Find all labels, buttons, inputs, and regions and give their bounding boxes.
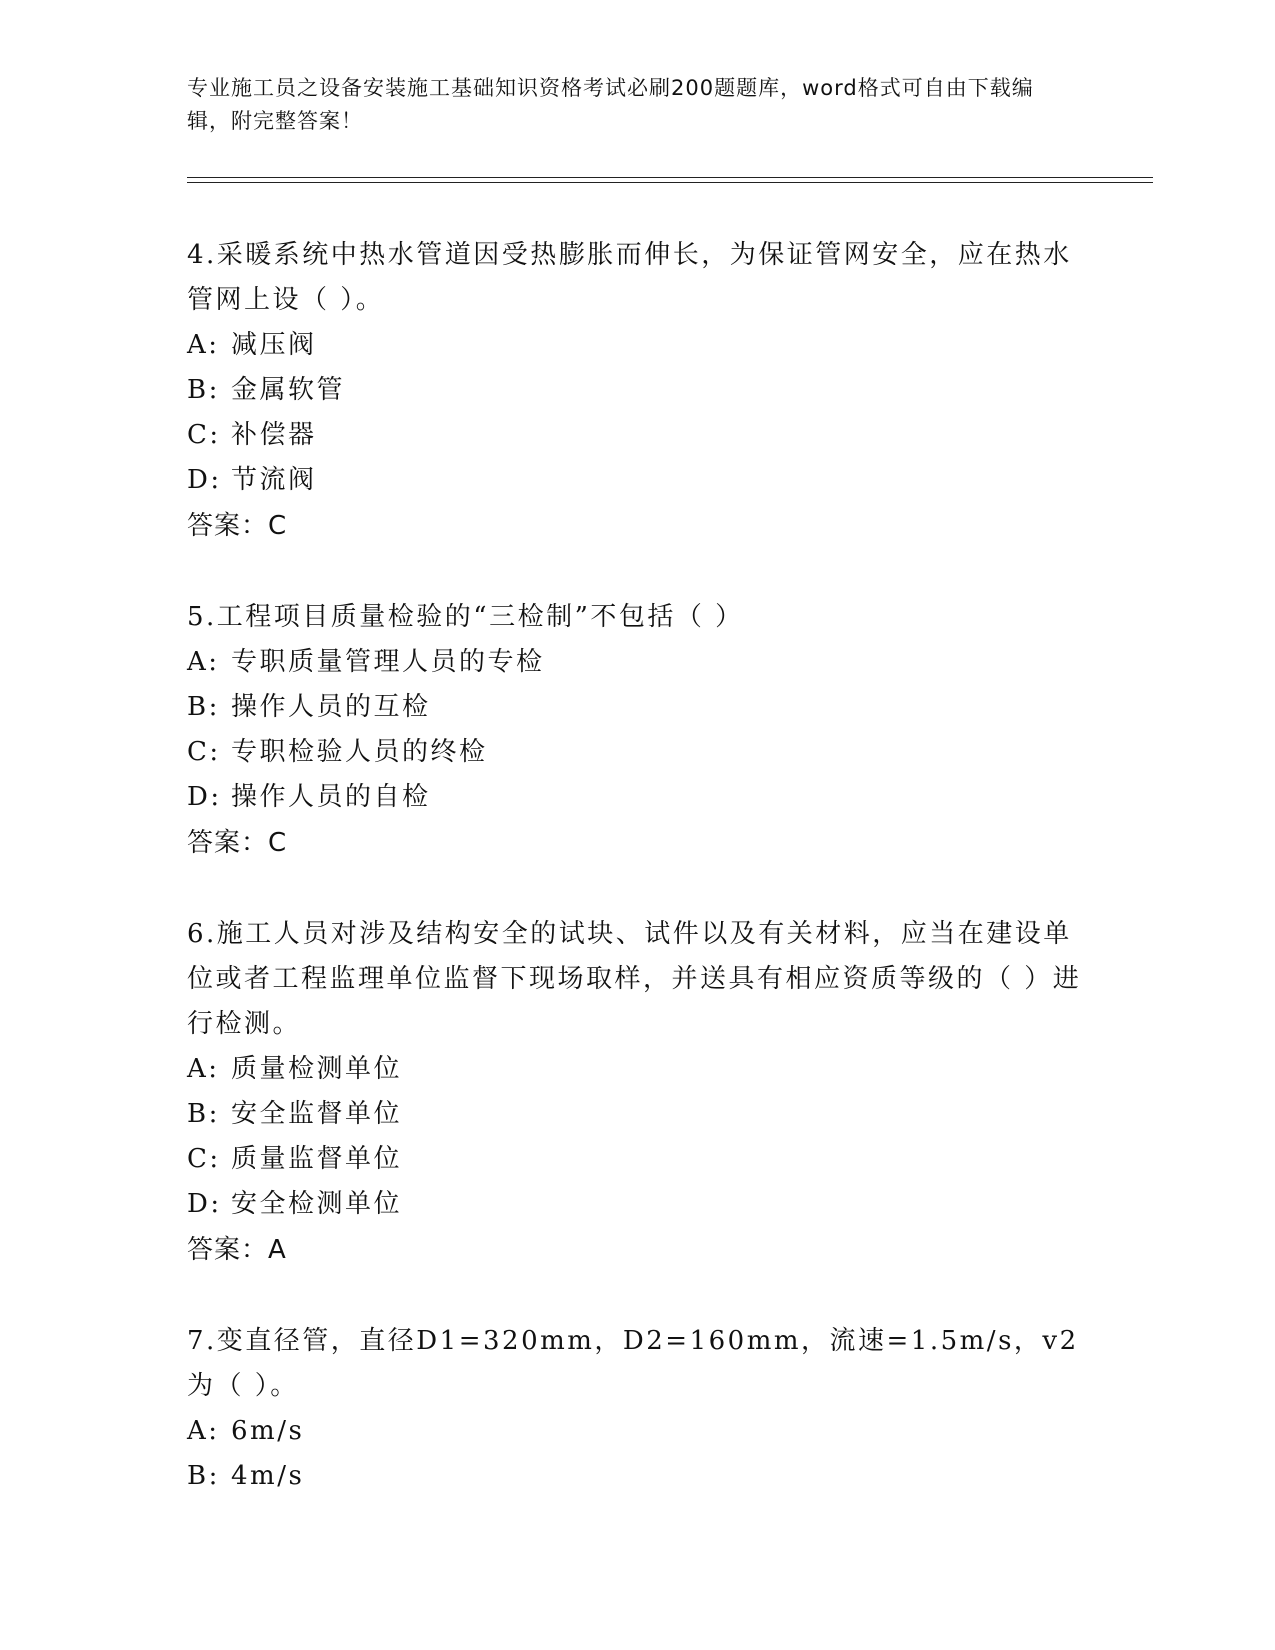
option-key: C: <box>187 1144 221 1174</box>
option-key: A: <box>187 1054 220 1084</box>
option-key: B: <box>187 692 220 722</box>
option-b <box>187 1092 1087 1137</box>
option-text: 减压阀 <box>231 330 317 360</box>
option-d <box>187 458 1087 503</box>
option-key: C: <box>187 420 221 450</box>
question-5 <box>187 595 1087 866</box>
option-b <box>187 1454 1087 1499</box>
option-text: 节流阀 <box>231 465 317 495</box>
question-list <box>187 233 1087 1545</box>
option-d <box>187 775 1087 820</box>
option-key: D: <box>187 782 222 812</box>
option-text: 质量监督单位 <box>231 1144 403 1174</box>
header-rule-bottom <box>187 182 1153 183</box>
option-text: 金属软管 <box>231 375 346 405</box>
option-text: 安全监督单位 <box>231 1099 403 1129</box>
option-key: D: <box>187 465 222 495</box>
option-text: 操作人员的自检 <box>231 782 431 812</box>
option-key: A: <box>187 1416 220 1446</box>
option-key: D: <box>187 1189 222 1219</box>
option-b <box>187 368 1087 413</box>
option-text: 安全检测单位 <box>231 1189 403 1219</box>
option-c <box>187 1137 1087 1182</box>
question-stem: 5.工程项目质量检验的“三检制”不包括（ ） <box>187 602 744 632</box>
option-key: B: <box>187 375 220 405</box>
question-4 <box>187 233 1087 549</box>
option-text: 专职质量管理人员的专检 <box>231 647 545 677</box>
option-text: 补偿器 <box>231 420 317 450</box>
option-a <box>187 640 1087 685</box>
option-a <box>187 323 1087 368</box>
option-c <box>187 730 1087 775</box>
question-stem: 6.施工人员对涉及结构安全的试块、试件以及有关材料，应当在建设单位或者工程监理单位监督下现场取样，并送具有相应资质等级的（ ）进行检测。 <box>187 919 1082 1039</box>
option-key: C: <box>187 737 221 767</box>
question-6 <box>187 912 1087 1273</box>
option-a <box>187 1047 1087 1092</box>
option-key: B: <box>187 1461 220 1491</box>
option-text: 专职检验人员的终检 <box>231 737 488 767</box>
option-d <box>187 1182 1087 1227</box>
document-header: 专业施工员之设备安装施工基础知识资格考试必刷200题题库，word格式可自由下载编辑，附完整答案！ <box>187 76 1034 133</box>
option-key: A: <box>187 647 220 677</box>
answer-label: 答案：A <box>187 1235 287 1265</box>
option-text: 质量检测单位 <box>231 1054 403 1084</box>
header-rule-top <box>187 177 1153 178</box>
option-b <box>187 685 1087 730</box>
question-7 <box>187 1319 1087 1499</box>
question-stem: 4.采暖系统中热水管道因受热膨胀而伸长，为保证管网安全，应在热水管网上设（ ）。 <box>187 240 1072 315</box>
option-c <box>187 413 1087 458</box>
answer-label: 答案：C <box>187 828 288 858</box>
answer-label: 答案：C <box>187 511 288 541</box>
option-key: A: <box>187 330 220 360</box>
option-text: 4m/s <box>231 1461 305 1491</box>
option-text: 6m/s <box>231 1416 305 1446</box>
option-a <box>187 1409 1087 1454</box>
option-text: 操作人员的互检 <box>231 692 431 722</box>
question-stem: 7.变直径管，直径D1=320mm，D2=160mm，流速=1.5m/s，v2为（ ）。 <box>187 1326 1079 1401</box>
option-key: B: <box>187 1099 220 1129</box>
